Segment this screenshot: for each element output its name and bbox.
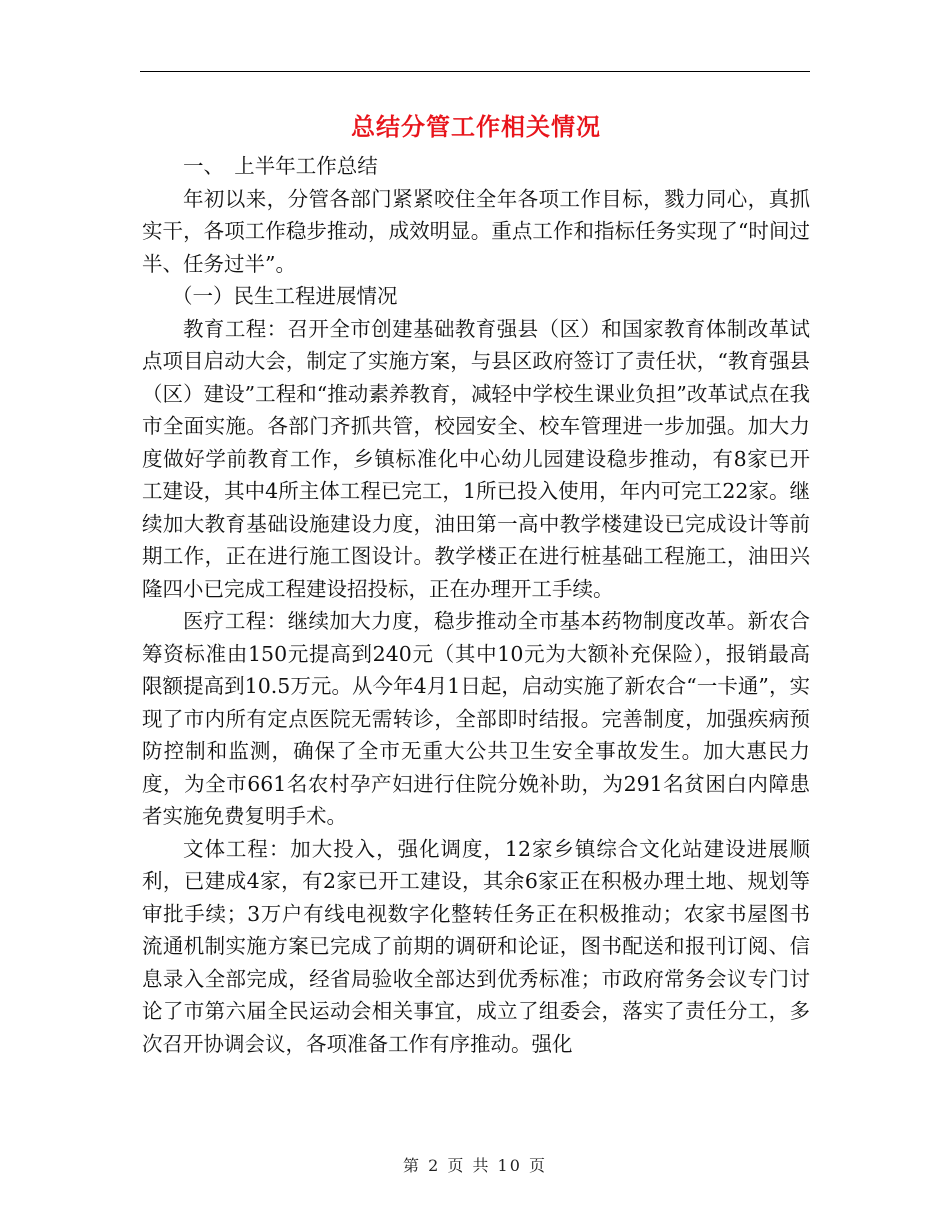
document-title: 总结分管工作相关情况 (351, 112, 601, 141)
section-heading: 一、 上半年工作总结 (183, 154, 378, 178)
intro-paragraph: 年初以来，分管各部门紧紧咬住全年各项工作目标，戮力同心，真抓实干，各项工作稳步推动，成效明显。重点工作和指标任务实现了“时间过半、任务过半”。 (142, 186, 810, 276)
page-number-footer: 第 2 页 共 10 页 (403, 1156, 547, 1175)
subsection-heading: （一）民生工程进展情况 (172, 284, 398, 308)
paragraph-culture-sports: 文体工程：加大投入，强化调度，12家乡镇综合文化站建设进展顺利，已建成4家，有2家已开工建设，其余6家正在积极办理土地、规划等审批手续；3万户有线电视数字化整转任务正在积极推动；农家书屋图书流通机制实施方案已完成了前期的调研和论证，图书配送和报刊订阅、信息录入全部完成，经省局验收全部达到优秀标准；市政府常务会议专门讨论了市第六届全民运动会相关事宜，成立了组委会，落实了责任分工，多次召开协调会议，各项准备工作有序推动。强化 (142, 836, 810, 1056)
paragraph-education: 教育工程：召开全市创建基础教育强县（区）和国家教育体制改革试点项目启动大会，制定了实施方案，与县区政府签订了责任状，“教育强县（区）建设”工程和“推动素养教育，减轻中学校生课业负担”改革试点在我市全面实施。各部门齐抓共管，校园安全、校车管理进一步加强。加大力度做好学前教育工作，乡镇标准化中心幼儿园建设稳步推动，有8家已开工建设，其中4所主体工程已完工，1所已投入使用，年内可完工22家。继续加大教育基础设施建设力度，油田第一高中教学楼建设已完成设计等前期工作，正在进行施工图设计。教学楼正在进行桩基础工程施工，油田兴隆四小已完成工程建设招投标，正在办理开工手续。 (142, 316, 810, 601)
paragraph-medical: 医疗工程：继续加大力度，稳步推动全市基本药物制度改革。新农合筹资标准由150元提高到240元（其中10元为大额补充保险），报销最高限额提高到10.5万元。从今年4月1日起，启动实施了新农合“一卡通”，实现了市内所有定点医院无需转诊，全部即时结报。完善制度，加强疾病预防控制和监测，确保了全市无重大公共卫生安全事故发生。加大惠民力度，为全市661名农村孕产妇进行住院分娩补助，为291名贫困白内障患者实施免费复明手术。 (142, 609, 810, 828)
document-body (142, 104, 810, 1060)
header-rule (140, 71, 810, 72)
